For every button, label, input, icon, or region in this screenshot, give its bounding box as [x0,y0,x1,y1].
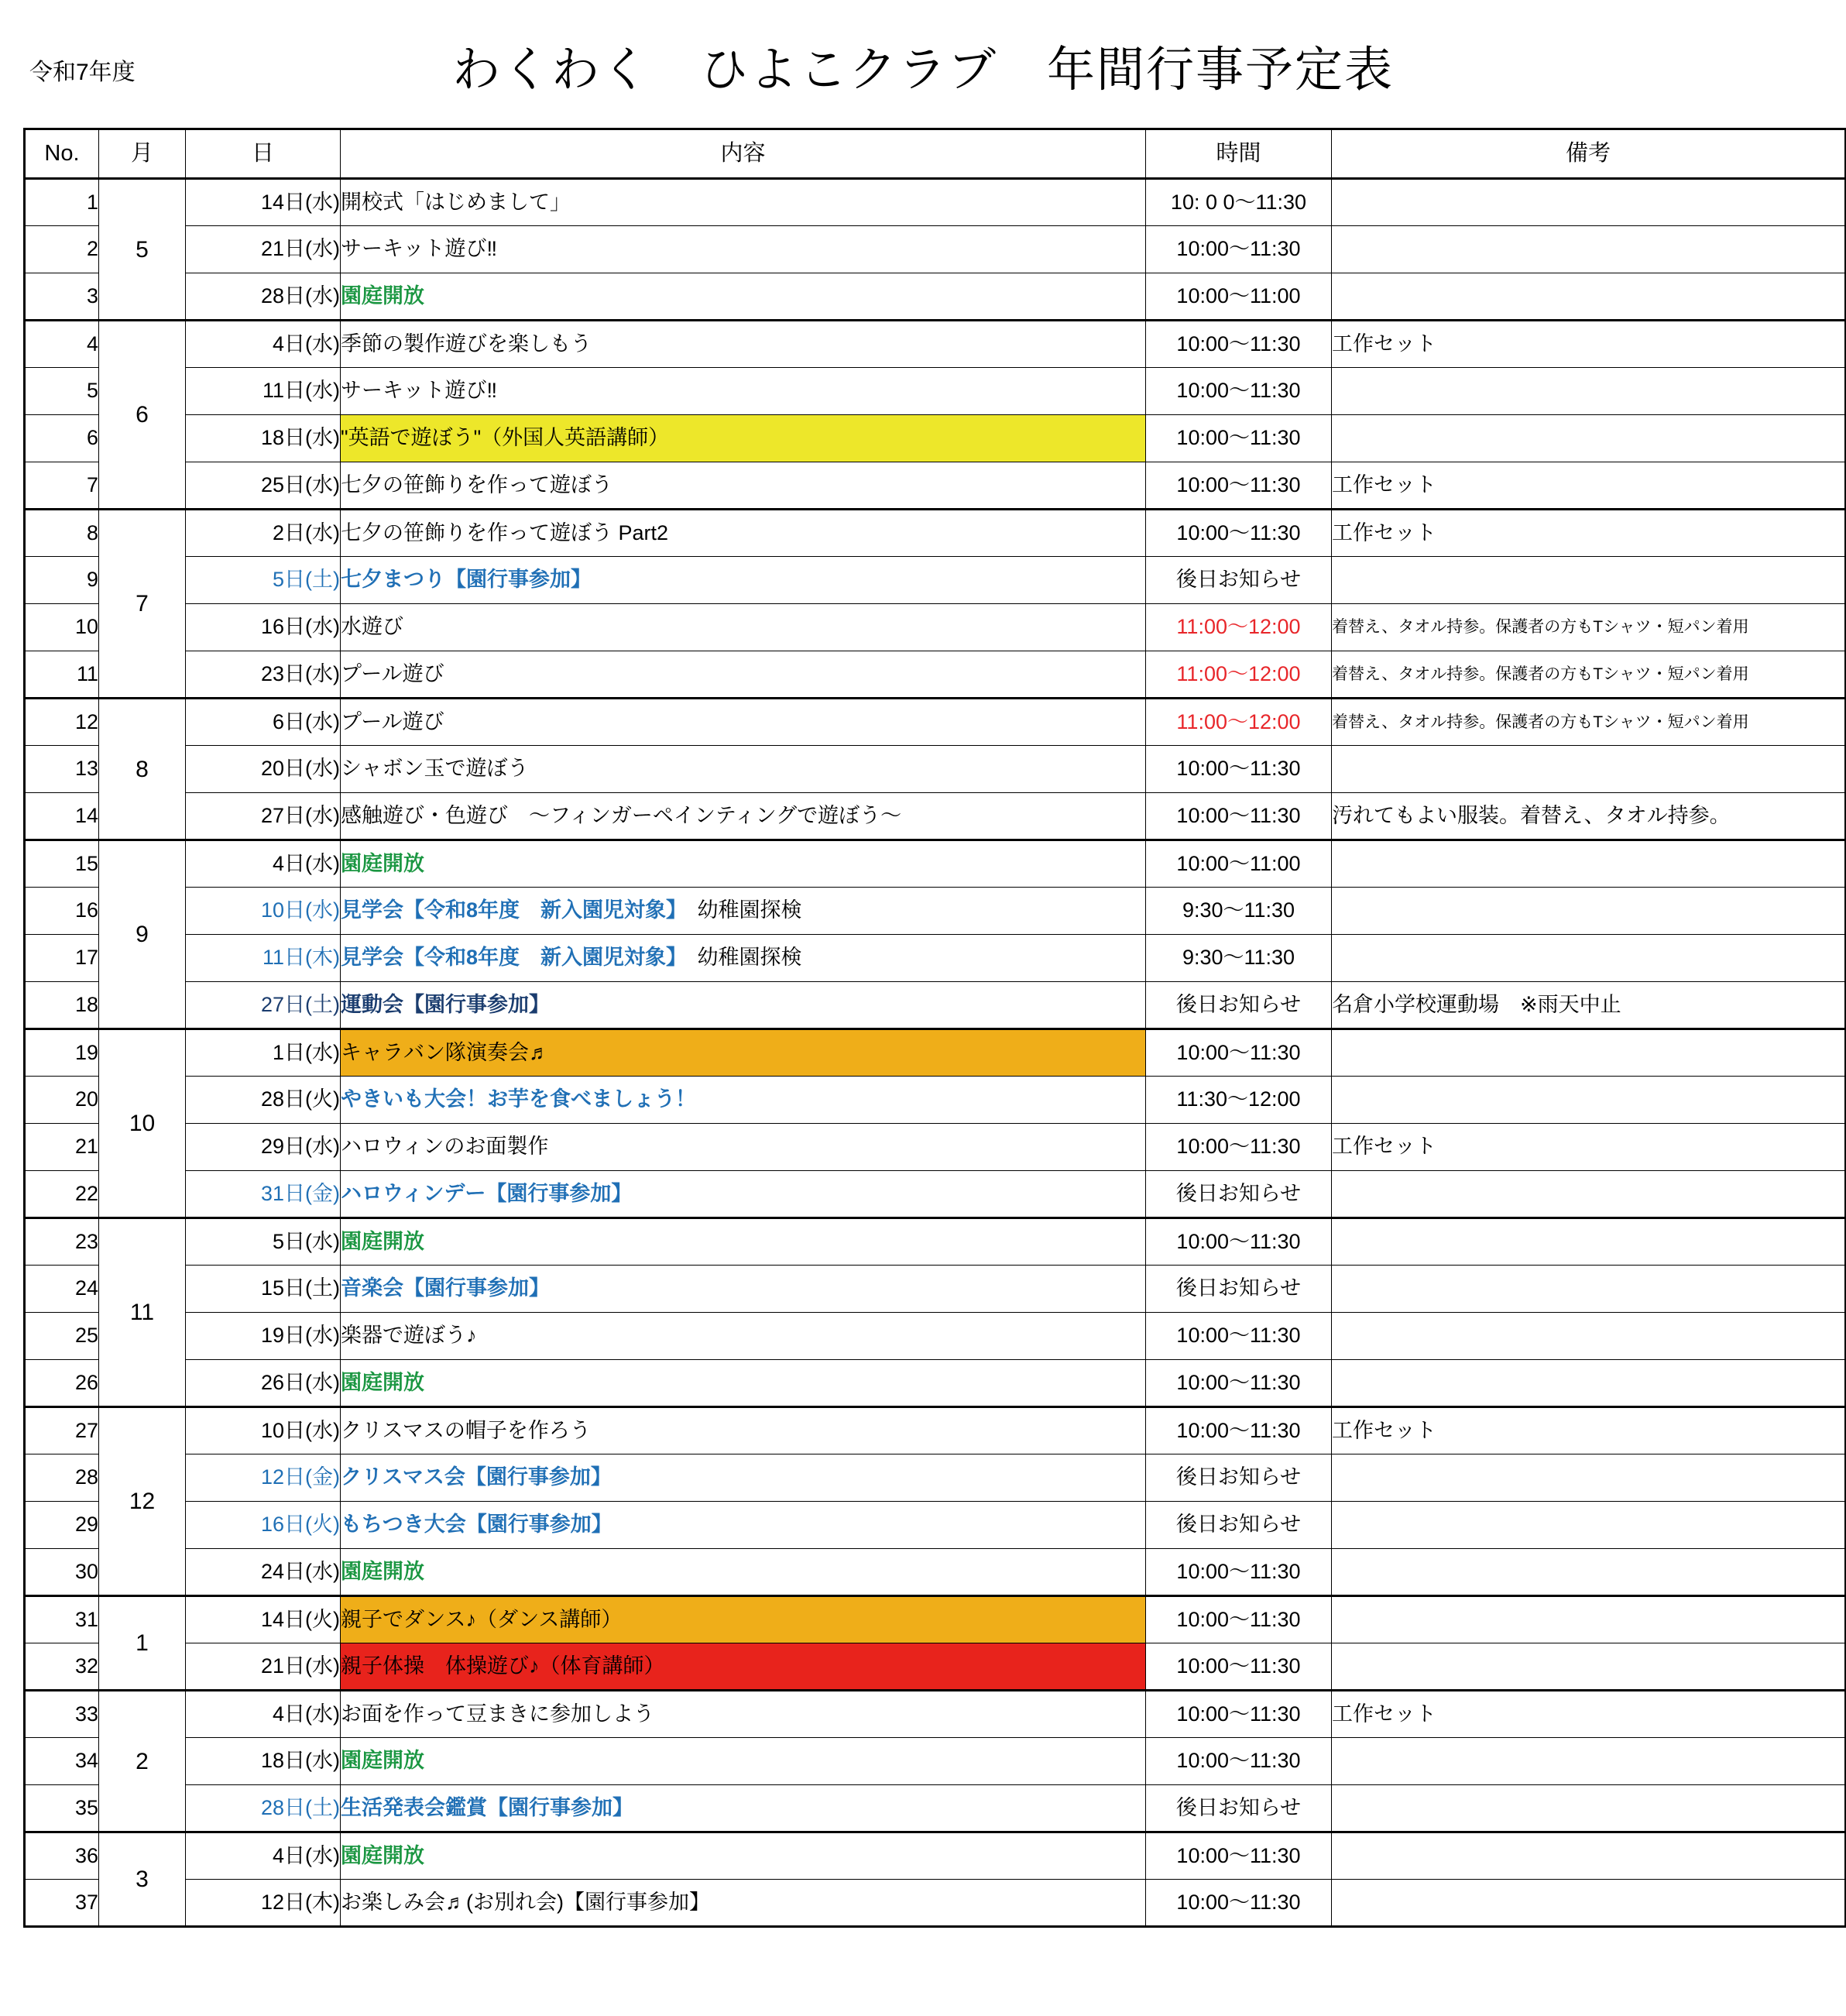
cell-content [341,1549,1146,1596]
cell-content [341,888,1146,935]
cell-month: 9 [99,840,186,1029]
cell-note [1332,1171,1846,1218]
cell-time: 後日お知らせ [1146,1502,1332,1549]
cell-content [341,1596,1146,1643]
cell-day: 4日(水) [186,840,341,888]
cell-day: 15日(土) [186,1266,341,1313]
table-row [25,510,1846,557]
event-title: 季節の製作遊びを楽しもう [341,331,592,355]
cell-note [1332,1643,1846,1691]
cell-time: 10:00〜11:30 [1146,321,1332,368]
event-title: 楽器で遊ぼう♪ [341,1324,477,1348]
table-row [25,793,1846,840]
cell-day: 11日(水) [186,368,341,415]
table-row [25,1596,1846,1643]
cell-no: 27 [25,1407,99,1454]
page-title: わくわく ひよこクラブ 年間行事予定表 [451,43,1394,97]
cell-time: 10:00〜11:30 [1146,1360,1332,1407]
cell-day: 11日(木) [186,935,341,982]
event-title: "英語で遊ぼう"（外国人英語講師） [341,426,670,450]
event-title: やきいも大会！お芋を食べましょう！ [341,1087,696,1111]
cell-content [341,1171,1146,1218]
event-title: キャラバン隊演奏会♬ [341,1040,550,1064]
table-row [25,604,1846,651]
cell-day: 14日(水) [186,179,341,226]
cell-time: 後日お知らせ [1146,1171,1332,1218]
cell-time: 10:00〜11:30 [1146,1880,1332,1927]
cell-content [341,1266,1146,1313]
table-row [25,1171,1846,1218]
cell-content [341,368,1146,415]
event-title: 園庭開放 [341,283,424,307]
cell-note [1332,746,1846,793]
cell-time: 後日お知らせ [1146,1266,1332,1313]
cell-time: 10:00〜11:30 [1146,462,1332,510]
cell-no: 21 [25,1124,99,1171]
cell-content [341,510,1146,557]
event-title: 園庭開放 [341,1843,424,1867]
table-body [25,179,1846,1927]
cell-time: 11:00〜12:00 [1146,651,1332,699]
cell-no: 18 [25,982,99,1029]
cell-day: 21日(水) [186,1643,341,1691]
cell-no: 30 [25,1549,99,1596]
cell-note [1332,1266,1846,1313]
cell-note: 工作セット [1332,1124,1846,1171]
cell-no: 5 [25,368,99,415]
cell-day: 26日(水) [186,1360,341,1407]
cell-no: 36 [25,1832,99,1880]
cell-content [341,557,1146,604]
cell-day: 18日(水) [186,1738,341,1785]
cell-month: 5 [99,179,186,321]
cell-day: 5日(水) [186,1218,341,1266]
event-title: プール遊び [341,709,444,733]
event-title: 園庭開放 [341,851,424,875]
table-row [25,1029,1846,1077]
cell-time: 後日お知らせ [1146,1454,1332,1502]
cell-note [1332,888,1846,935]
event-title: 園庭開放 [341,1229,424,1253]
cell-content [341,1218,1146,1266]
cell-content [341,840,1146,888]
cell-time: 10:00〜11:30 [1146,1832,1332,1880]
cell-note: 名倉小学校運動場 ※雨天中止 [1332,982,1846,1029]
cell-time: 後日お知らせ [1146,982,1332,1029]
cell-month: 1 [99,1596,186,1691]
table-row [25,1313,1846,1360]
event-title: 音楽会【園行事参加】 [341,1276,550,1300]
cell-no: 2 [25,226,99,273]
cell-time: 11:00〜12:00 [1146,604,1332,651]
cell-note: 工作セット [1332,321,1846,368]
cell-note [1332,1360,1846,1407]
cell-content [341,604,1146,651]
cell-day: 16日(火) [186,1502,341,1549]
table-row [25,1454,1846,1502]
cell-time: 10:00〜11:30 [1146,746,1332,793]
cell-content [341,746,1146,793]
cell-month: 10 [99,1029,186,1218]
cell-no: 29 [25,1502,99,1549]
cell-month: 12 [99,1407,186,1596]
cell-note [1332,1029,1846,1077]
table-row [25,462,1846,510]
cell-content [341,1407,1146,1454]
event-title: 生活発表会鑑賞【園行事参加】 [341,1795,633,1819]
cell-no: 9 [25,557,99,604]
table-row [25,1691,1846,1738]
event-title: 園庭開放 [341,1559,424,1583]
table-row [25,415,1846,462]
cell-no: 25 [25,1313,99,1360]
cell-day: 6日(水) [186,699,341,746]
table-row [25,226,1846,273]
cell-time: 9:30〜11:30 [1146,935,1332,982]
cell-time: 10:00〜11:30 [1146,226,1332,273]
cell-time: 10:00〜11:30 [1146,793,1332,840]
cell-note: 工作セット [1332,1407,1846,1454]
table-row [25,1643,1846,1691]
cell-no: 26 [25,1360,99,1407]
cell-time: 11:30〜12:00 [1146,1077,1332,1124]
column-header-no: No. [25,129,99,179]
cell-note [1332,1832,1846,1880]
cell-no: 7 [25,462,99,510]
cell-day: 28日(火) [186,1077,341,1124]
cell-no: 4 [25,321,99,368]
cell-note [1332,1785,1846,1832]
cell-time: 10:00〜11:00 [1146,840,1332,888]
event-title: ハロウィンデー【園行事参加】 [341,1181,633,1205]
table-row [25,1218,1846,1266]
cell-no: 10 [25,604,99,651]
cell-no: 32 [25,1643,99,1691]
cell-day: 31日(金) [186,1171,341,1218]
cell-content [341,1029,1146,1077]
table-row [25,888,1846,935]
cell-content [341,1360,1146,1407]
event-title: 運動会【園行事参加】 [341,992,550,1016]
cell-note: 工作セット [1332,510,1846,557]
event-title: 親子でダンス♪（ダンス講師） [341,1607,623,1631]
cell-month: 11 [99,1218,186,1407]
cell-no: 19 [25,1029,99,1077]
cell-day: 29日(水) [186,1124,341,1171]
event-title: 園庭開放 [341,1749,424,1773]
cell-no: 1 [25,179,99,226]
table-row [25,1832,1846,1880]
column-header-time: 時間 [1146,129,1332,179]
cell-content [341,1738,1146,1785]
cell-day: 19日(水) [186,1313,341,1360]
cell-content [341,226,1146,273]
event-title: もちつき大会【園行事参加】 [341,1513,612,1537]
cell-content [341,1832,1146,1880]
cell-time: 10:00〜11:30 [1146,1549,1332,1596]
cell-day: 4日(水) [186,1832,341,1880]
event-title: 見学会【令和8年度 新入園児対象】 [341,946,677,970]
cell-no: 14 [25,793,99,840]
table-row [25,1407,1846,1454]
cell-time: 10:00〜11:30 [1146,368,1332,415]
cell-content [341,1077,1146,1124]
table-row [25,1502,1846,1549]
event-title: 感触遊び・色遊び 〜フィンガーペインティングで遊ぼう〜 [341,803,902,827]
document-header [0,0,1846,128]
table-row [25,982,1846,1029]
column-header-month: 月 [99,129,186,179]
table-row [25,179,1846,226]
cell-no: 6 [25,415,99,462]
cell-month: 3 [99,1832,186,1927]
table-row [25,1785,1846,1832]
cell-note: 着替え、タオル持参。保護者の方もTシャツ・短パン着用 [1332,651,1846,699]
event-title: 七夕の笹飾りを作って遊ぼう Part2 [341,520,669,544]
table-row [25,557,1846,604]
cell-time: 10:00〜11:30 [1146,1596,1332,1643]
event-title: お面を作って豆まきに参加しよう [341,1702,654,1726]
cell-day: 14日(火) [186,1596,341,1643]
cell-content [341,1313,1146,1360]
table-row [25,651,1846,699]
event-subtitle: 幼稚園探検 [676,898,802,922]
cell-note [1332,273,1846,321]
cell-no: 22 [25,1171,99,1218]
cell-note [1332,1502,1846,1549]
cell-note [1332,226,1846,273]
cell-day: 16日(水) [186,604,341,651]
event-title: 七夕の笹飾りを作って遊ぼう [341,472,612,496]
event-title: サーキット遊び‼ [341,237,497,261]
cell-day: 27日(土) [186,982,341,1029]
cell-no: 34 [25,1738,99,1785]
event-title: 開校式「はじめまして」 [341,190,571,214]
event-title: クリスマス会【園行事参加】 [341,1465,612,1489]
cell-day: 1日(水) [186,1029,341,1077]
cell-day: 21日(水) [186,226,341,273]
cell-day: 10日(水) [186,1407,341,1454]
table-header [25,129,1846,179]
cell-note [1332,1880,1846,1927]
cell-day: 2日(水) [186,510,341,557]
cell-content [341,1643,1146,1691]
cell-note [1332,179,1846,226]
cell-content [341,982,1146,1029]
cell-no: 8 [25,510,99,557]
cell-note [1332,1313,1846,1360]
cell-no: 15 [25,840,99,888]
table-row [25,1880,1846,1927]
event-title: 見学会【令和8年度 新入園児対象】 [341,898,677,922]
cell-no: 11 [25,651,99,699]
annual-event-schedule-table [23,128,1846,1928]
table-row [25,368,1846,415]
cell-content [341,793,1146,840]
cell-time: 10:00〜11:30 [1146,1738,1332,1785]
cell-note [1332,1218,1846,1266]
cell-content [341,651,1146,699]
cell-no: 31 [25,1596,99,1643]
cell-time: 10:00〜11:30 [1146,415,1332,462]
cell-time: 9:30〜11:30 [1146,888,1332,935]
cell-note: 着替え、タオル持参。保護者の方もTシャツ・短パン着用 [1332,699,1846,746]
cell-content [341,1124,1146,1171]
column-header-day: 日 [186,129,341,179]
cell-month: 7 [99,510,186,699]
table-row [25,935,1846,982]
table-row [25,1738,1846,1785]
cell-content [341,273,1146,321]
cell-content [341,935,1146,982]
cell-month: 8 [99,699,186,840]
cell-month: 6 [99,321,186,510]
cell-no: 33 [25,1691,99,1738]
cell-content [341,1502,1146,1549]
table-row [25,273,1846,321]
cell-content [341,321,1146,368]
table-row [25,1077,1846,1124]
table-row [25,1360,1846,1407]
cell-note [1332,368,1846,415]
column-header-content: 内容 [341,129,1146,179]
event-title: ハロウィンのお面製作 [341,1135,549,1159]
cell-day: 4日(水) [186,1691,341,1738]
cell-time: 後日お知らせ [1146,557,1332,604]
cell-note: 工作セット [1332,1691,1846,1738]
cell-day: 28日(土) [186,1785,341,1832]
cell-time: 10:00〜11:30 [1146,1313,1332,1360]
cell-time: 10:00〜11:30 [1146,1029,1332,1077]
table-row [25,321,1846,368]
cell-note [1332,415,1846,462]
cell-no: 24 [25,1266,99,1313]
event-title: シャボン玉で遊ぼう [341,757,529,781]
event-title: お楽しみ会♬(お別れ会)【園行事参加】 [341,1890,710,1914]
cell-content [341,1880,1146,1927]
table-header-row [25,129,1846,179]
cell-note [1332,840,1846,888]
cell-day: 25日(水) [186,462,341,510]
cell-note [1332,1738,1846,1785]
cell-day: 4日(水) [186,321,341,368]
cell-no: 16 [25,888,99,935]
cell-day: 28日(水) [186,273,341,321]
cell-note [1332,935,1846,982]
event-title: 水遊び [341,615,403,639]
table-row [25,1124,1846,1171]
cell-time: 10:00〜11:30 [1146,1691,1332,1738]
cell-content [341,415,1146,462]
cell-no: 20 [25,1077,99,1124]
cell-day: 18日(水) [186,415,341,462]
cell-no: 37 [25,1880,99,1927]
cell-day: 5日(土) [186,557,341,604]
event-title: 親子体操 体操遊び♪（体育講師） [341,1654,665,1678]
cell-day: 24日(水) [186,1549,341,1596]
table-row [25,699,1846,746]
cell-no: 17 [25,935,99,982]
event-title: サーキット遊び‼ [341,379,497,403]
cell-no: 23 [25,1218,99,1266]
cell-time: 10: 0 0〜11:30 [1146,179,1332,226]
cell-time: 10:00〜11:00 [1146,273,1332,321]
cell-no: 35 [25,1785,99,1832]
cell-day: 10日(水) [186,888,341,935]
table-row [25,840,1846,888]
cell-content [341,1785,1146,1832]
cell-content [341,179,1146,226]
event-title: クリスマスの帽子を作ろう [341,1418,591,1442]
cell-note [1332,557,1846,604]
cell-note [1332,1077,1846,1124]
cell-time: 10:00〜11:30 [1146,1218,1332,1266]
cell-time: 10:00〜11:30 [1146,510,1332,557]
cell-time: 後日お知らせ [1146,1785,1332,1832]
cell-content [341,1454,1146,1502]
cell-note: 汚れてもよい服装。着替え、タオル持参。 [1332,793,1846,840]
cell-time: 10:00〜11:30 [1146,1643,1332,1691]
cell-day: 27日(水) [186,793,341,840]
cell-time: 10:00〜11:30 [1146,1407,1332,1454]
event-subtitle: 幼稚園探検 [676,946,802,970]
table-row [25,1266,1846,1313]
cell-no: 28 [25,1454,99,1502]
column-header-note: 備考 [1332,129,1846,179]
event-title: 七夕まつり【園行事参加】 [341,568,592,592]
event-title: プール遊び [341,661,444,685]
table-row [25,746,1846,793]
cell-day: 23日(水) [186,651,341,699]
cell-time: 10:00〜11:30 [1146,1124,1332,1171]
cell-day: 20日(水) [186,746,341,793]
cell-time: 11:00〜12:00 [1146,699,1332,746]
cell-note [1332,1454,1846,1502]
cell-day: 12日(木) [186,1880,341,1927]
cell-content [341,462,1146,510]
cell-content [341,699,1146,746]
cell-content [341,1691,1146,1738]
table-row [25,1549,1846,1596]
cell-no: 3 [25,273,99,321]
cell-day: 12日(金) [186,1454,341,1502]
cell-note [1332,1549,1846,1596]
cell-month: 2 [99,1691,186,1832]
cell-note: 着替え、タオル持参。保護者の方もTシャツ・短パン着用 [1332,604,1846,651]
cell-note: 工作セット [1332,462,1846,510]
cell-note [1332,1596,1846,1643]
cell-no: 13 [25,746,99,793]
cell-no: 12 [25,699,99,746]
era-label: 令和7年度 [29,60,136,85]
event-title: 園庭開放 [341,1370,424,1394]
